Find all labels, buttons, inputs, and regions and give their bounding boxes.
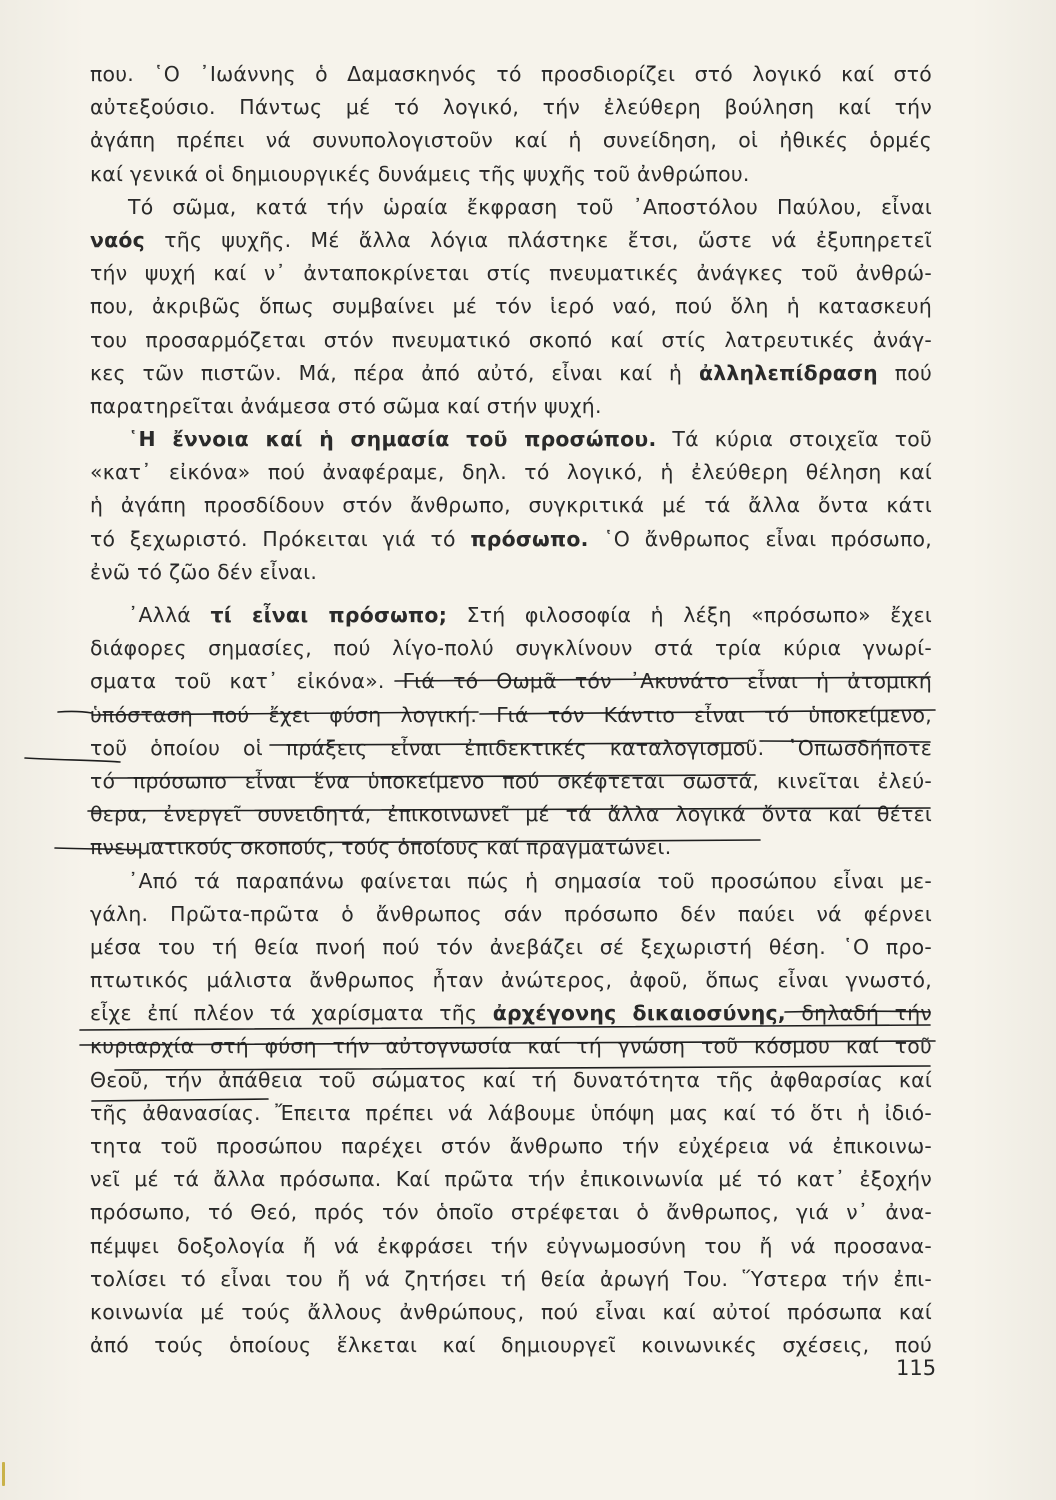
text-line: γάλη. Πρῶτα-πρῶτα ὁ ἄνθρωπος σάν πρόσωπο δέν παύει νά φέρνει [90, 901, 932, 926]
text-line [90, 523, 932, 556]
bold-term: ἀρχέγονης δικαιοσύνης, [492, 1001, 786, 1026]
text-line: σματα τοῦ κατ᾿ εἰκόνα». Γιά τό Θωμᾶ τόν ᾿Ακυνάτο εἶναι ἡ ἀτομική [90, 669, 932, 694]
text-line: τό πρόσωπο εἶναι ἕνα ὑποκείμενο πού σκέφτεται σωστά, κινεῖται ἐλεύ- [90, 768, 932, 793]
text-line: τητα τοῦ προσώπου παρέχει στόν ἄνθρωπο τήν εὐχέρεια νά ἐπικοινω- [90, 1134, 932, 1158]
bold-term: τί εἶναι πρόσωπο; [210, 603, 448, 627]
text-line: ἐνῶ τό ζῶο δέν εἶναι. [90, 559, 318, 584]
text-line: ἀγάπη πρέπει νά συνυπολογιστοῦν καί ἡ συνείδηση, οἱ ἠθικές ὁρμές [90, 128, 932, 153]
text-fragment: πού [894, 360, 933, 385]
text-line [90, 599, 932, 632]
text-line: τήν ψυχή καί ν᾿ ἀνταποκρίνεται στίς πνευματικές ἀνάγκες τοῦ ἀνθρώ- [90, 261, 932, 286]
text-line: θερα, ἐνεργεῖ συνειδητά, ἐπικοινωνεῖ μέ τά ἄλλα λογικά ὄντα καί θέτει [90, 802, 932, 827]
text-fragment: ᾿Αλλά [128, 603, 191, 627]
text-line: κοινωνία μέ τούς ἄλλους ἀνθρώπους, πού εἶναι καί αὐτοί πρόσωπα καί [90, 1299, 932, 1324]
text-fragment: ῾Ο ἄνθρωπος εἶναι πρόσωπο, [603, 526, 932, 551]
text-line: μέσα του τή θεία πνοή πού τόν ἀνεβάζει σέ ξεχωριστή θέση. ῾Ο προ- [90, 934, 932, 959]
text-fragment: τῆς ψυχῆς. Μέ ἄλλα λόγια πλάστηκε ἔτσι, ὥστε νά ἐξυπηρετεῖ [164, 227, 933, 252]
text-fragment: Στή φιλοσοφία ἡ λέξη «πρόσωπο» ἔχει [466, 603, 932, 627]
text-line: πνευματικούς σκοπούς, τούς ὁποίους καί πραγματώνει. [90, 835, 672, 860]
text-fragment: Τά κύρια στοιχεῖα τοῦ [672, 427, 932, 452]
text-fragment: κες τῶν πιστῶν. Μά, πέρα ἀπό αὐτό, εἶναι καί ἡ [90, 360, 683, 385]
text-line: Θεοῦ, τήν ἀπάθεια τοῦ σώματος καί τή δυνατότητα τῆς ἀφθαρσίας καί [90, 1067, 932, 1092]
bold-term: ἀλληλεπίδραση [698, 360, 878, 385]
text-fragment: δηλαδή τήν [801, 1001, 933, 1026]
text-line: που, ἀκριβῶς ὅπως συμβαίνει μέ τόν ἱερό ναό, πού ὅλη ἡ κατασκευή [90, 294, 932, 319]
text-line: ᾿Από τά παραπάνω φαίνεται πώς ἡ σημασία τοῦ προσώπου εἶναι με- [128, 868, 932, 893]
text-line: «κατ᾿ εἰκόνα» πού ἀναφέραμε, δηλ. τό λογικό, ἡ ἐλεύθερη θέληση καί [90, 460, 932, 485]
text-fragment: εἶχε ἐπί πλέον τά χαρίσματα τῆς [90, 1001, 478, 1026]
text-line [90, 224, 932, 257]
text-line: τῆς ἀθανασίας. Ἔπειτα πρέπει νά λάβουμε ὑπόψη μας καί τό ὅτι ἡ ἰδιό- [90, 1100, 932, 1125]
text-line: κυριαρχία στή φύση τήν αὐτογνωσία καί τή γνώση τοῦ κόσμου καί τοῦ [90, 1034, 932, 1059]
page-number: 115 [896, 1356, 937, 1380]
text-line: ἡ ἀγάπη προσδίδουν στόν ἄνθρωπο, συγκριτικά μέ τά ἄλλα ὄντα κάτι [90, 493, 932, 518]
text-line [90, 997, 932, 1030]
text-line: διάφορες σημασίες, πού λίγο-πολύ συγκλίνουν στά τρία κύρια γνωρί- [90, 636, 932, 661]
bold-term: ναός [90, 227, 145, 252]
text-line: τολίσει τό εἶναι του ἤ νά ζητήσει τή θεία ἀρωγή Του. Ὕστερα τήν ἐπι- [90, 1266, 932, 1291]
text-line: πτωτικός μάλιστα ἄνθρωπος ἦταν ἀνώτερος, ἀφοῦ, ὅπως εἶναι γνωστό, [90, 968, 932, 993]
text-line: αὐτεξούσιο. Πάντως μέ τό λογικό, τήν ἐλεύθερη βούληση καί τήν [90, 95, 932, 120]
body-text [90, 58, 932, 1362]
bold-term: πρόσωπο. [470, 526, 589, 551]
text-line: νεῖ μέ τά ἄλλα πρόσωπα. Καί πρῶτα τήν ἐπικοινωνία μέ τό κατ᾿ ἐξοχήν [90, 1167, 932, 1192]
text-line: πέμψει δοξολογία ἤ νά ἐκφράσει τήν εὐγνωμοσύνη του ἤ νά προσανα- [90, 1233, 932, 1258]
text-line: Τό σῶμα, κατά τήν ὡραία ἔκφραση τοῦ ᾿Αποστόλου Παύλου, εἶναι [128, 194, 932, 219]
text-line: του προσαρμόζεται στόν πνευματικό σκοπό καί στίς λατρευτικές ἀνάγ- [90, 327, 932, 352]
text-line: πρόσωπο, τό Θεό, πρός τόν ὁποῖο στρέφεται ὁ ἄνθρωπος, γιά ν᾿ ἀνα- [90, 1200, 932, 1225]
text-line: παρατηρεῖται ἀνάμεσα στό σῶμα καί στήν ψυχή. [90, 393, 602, 418]
edge-mark [2, 1462, 5, 1486]
text-fragment: τό ξεχωριστό. Πρόκειται γιά τό [90, 526, 456, 551]
text-line: ὑπόσταση πού ἔχει φύση λογική. Γιά τόν Κάντιο εἶναι τό ὑποκείμενο, [90, 702, 932, 727]
text-line: τοῦ ὁποίου οἱ πράξεις εἶναι ἐπιδεκτικές καταλογισμοῦ. ῾Οπωσδήποτε [90, 735, 932, 760]
text-line: που. ῾Ο ᾿Ιωάννης ὁ Δαμασκηνός τό προσδιορίζει στό λογικό καί στό [90, 62, 932, 86]
text-line [90, 357, 932, 390]
text-line: ἀπό τούς ὁποίους ἕλκεται καί δημιουργεῖ κοινωνικές σχέσεις, πού [90, 1333, 932, 1358]
text-line: καί γενικά οἱ δημιουργικές δυνάμεις τῆς ψυχῆς τοῦ ἀνθρώπου. [90, 161, 750, 186]
section-heading: ῾Η ἔννοια καί ἡ σημασία τοῦ προσώπου. [128, 427, 657, 452]
text-line [90, 423, 932, 456]
